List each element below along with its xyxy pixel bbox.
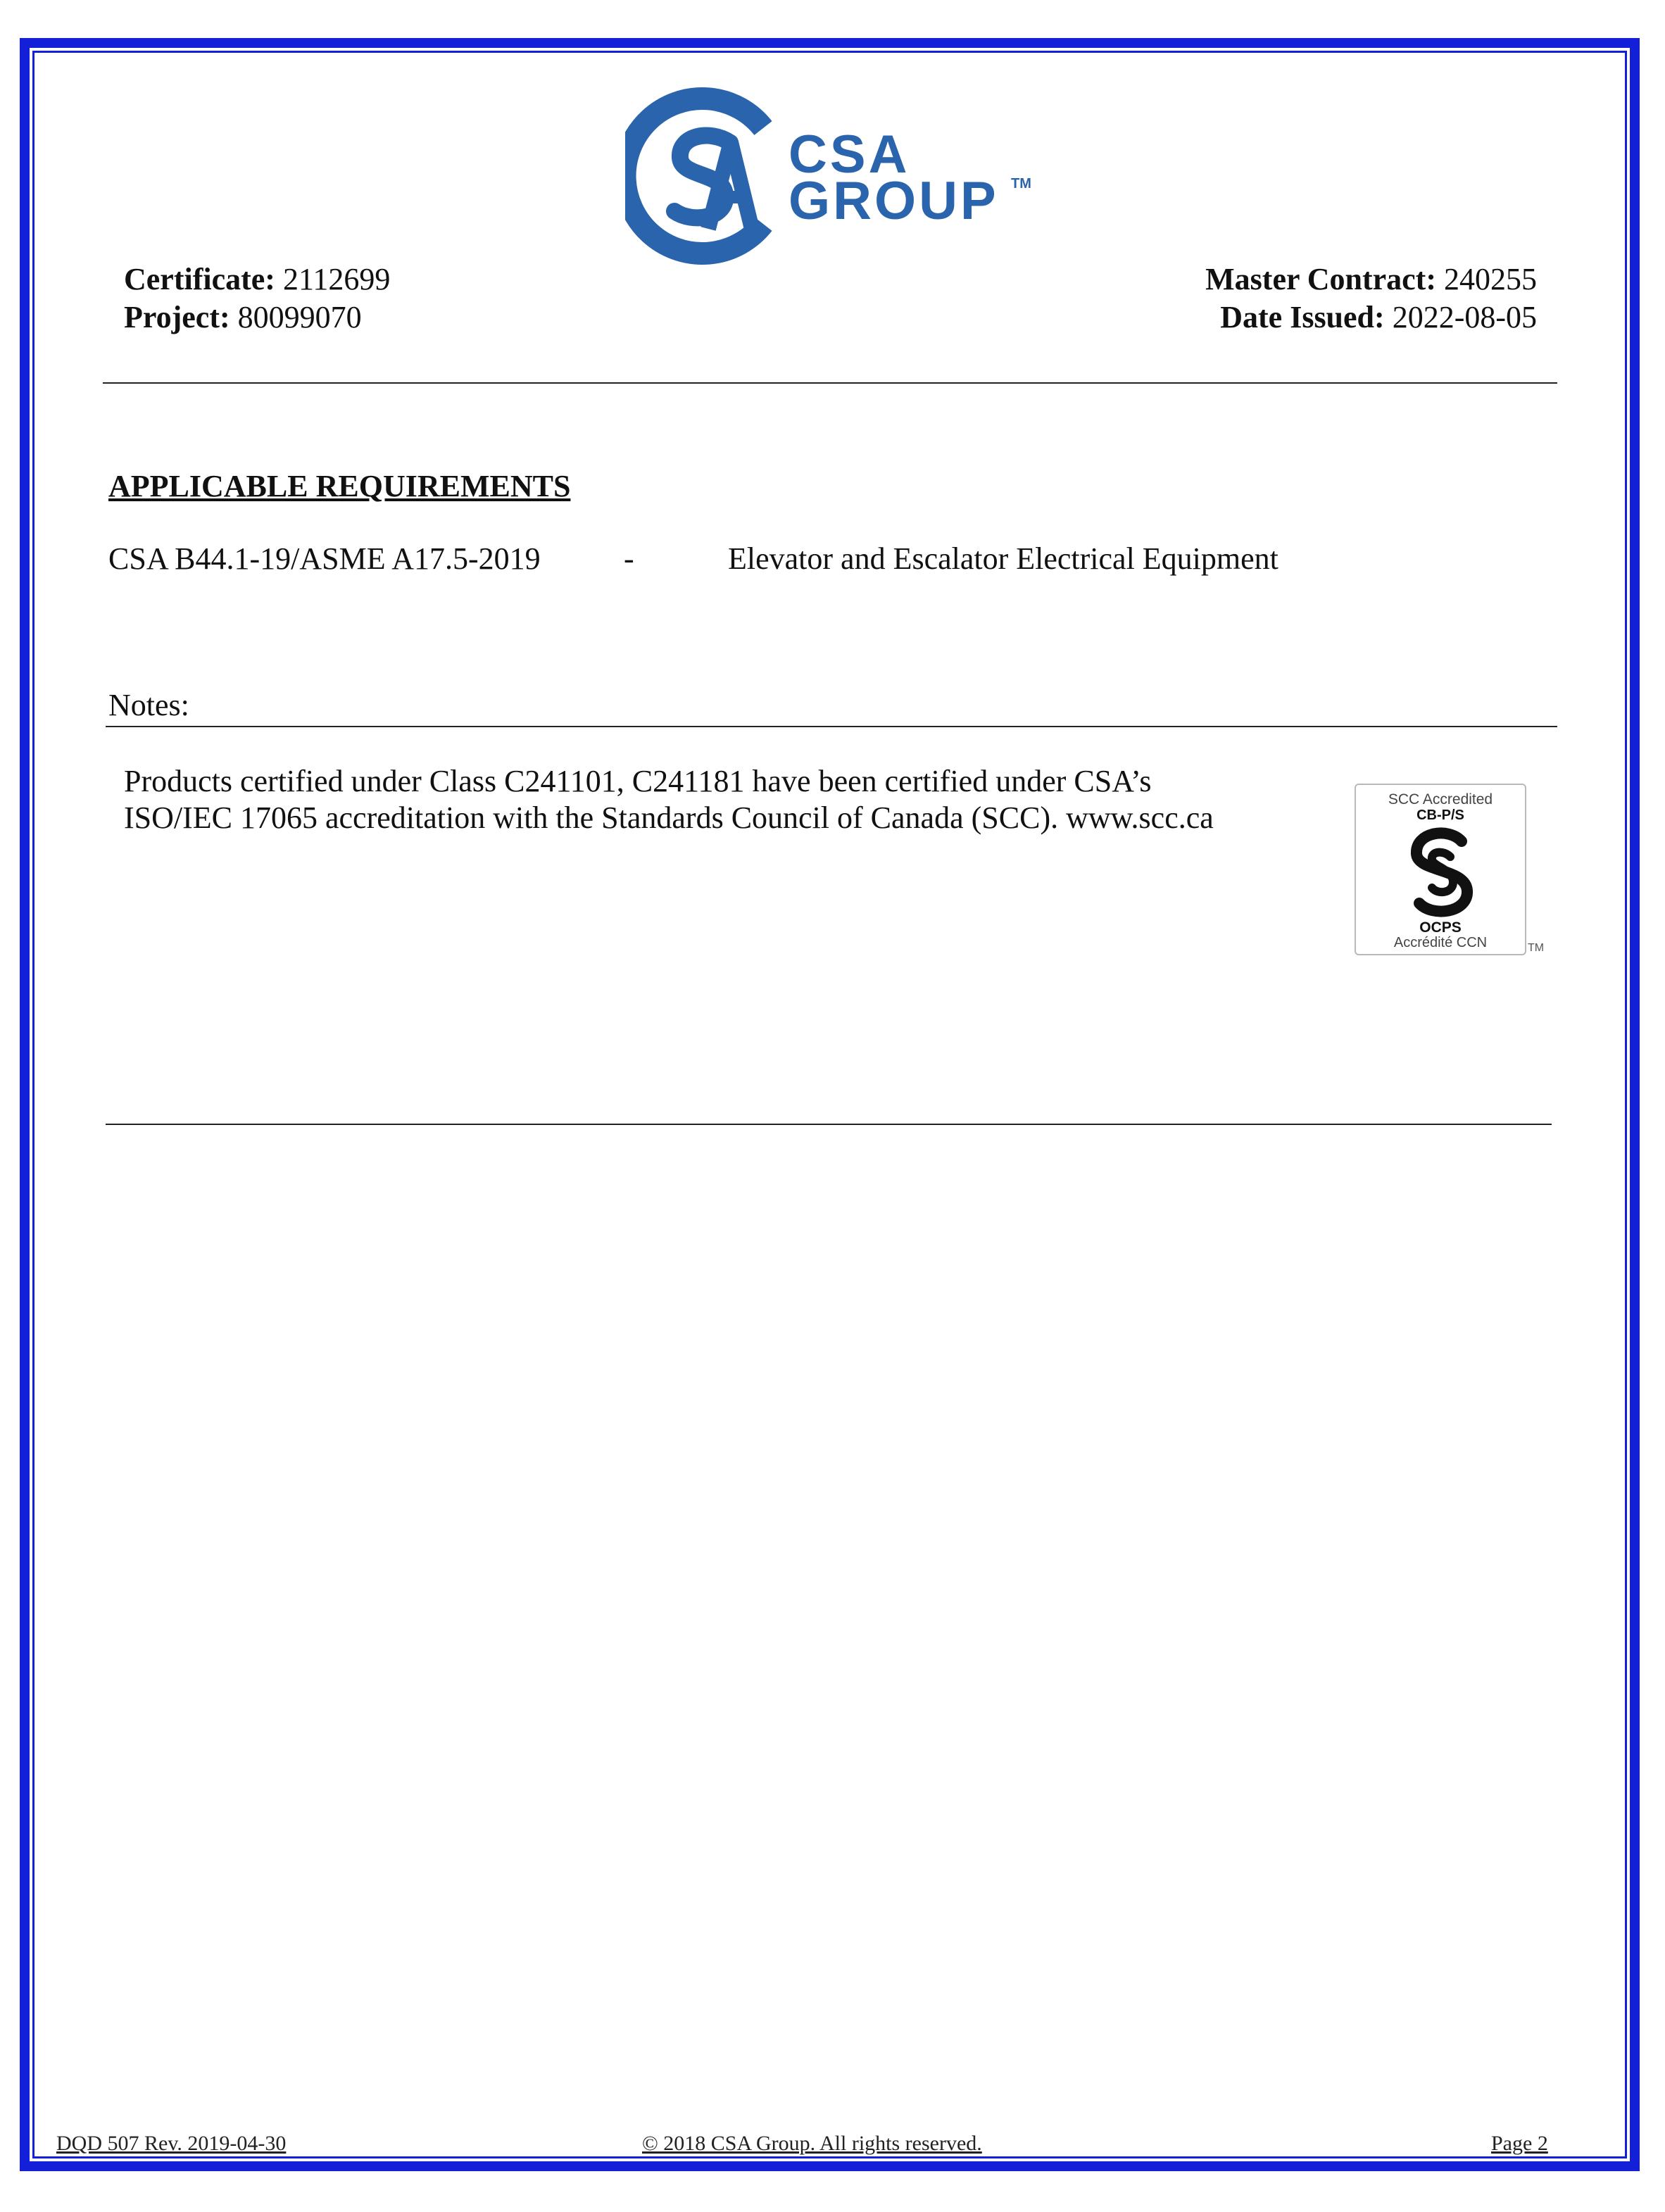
project-label: Project: xyxy=(124,300,230,334)
certificate-label: Certificate: xyxy=(124,262,275,296)
header-divider xyxy=(103,382,1557,384)
logo-trademark: TM xyxy=(1011,176,1031,191)
scc-trademark: TM xyxy=(1528,942,1545,954)
scc-badge-top-text: SCC Accredited xyxy=(1388,791,1493,807)
page-border-inner xyxy=(32,51,1627,2158)
note-line-1: Products certified under Class C241101, C241181 have been certified under CSA’s xyxy=(124,764,1152,798)
notes-bottom-divider xyxy=(106,1124,1552,1125)
date-issued-label: Date Issued: xyxy=(1220,300,1385,334)
logo-text-group: GROUP xyxy=(788,171,999,231)
applicable-requirements-heading: APPLICABLE REQUIREMENTS xyxy=(108,469,571,503)
requirement-standard: CSA B44.1-19/ASME A17.5-2019 xyxy=(108,541,541,576)
scc-badge-bottom-code: OCPS xyxy=(1419,919,1462,936)
footer-copyright: © 2018 CSA Group. All rights reserved. xyxy=(642,2132,982,2155)
csa-emblem-icon xyxy=(625,84,788,268)
csa-group-logo xyxy=(625,84,1048,268)
master-contract-value: 240255 xyxy=(1444,262,1537,296)
master-contract-field xyxy=(1205,260,1537,299)
certificate-value: 2112699 xyxy=(282,262,391,296)
project-value: 80099070 xyxy=(237,300,362,334)
date-issued-field xyxy=(1220,299,1537,337)
scc-accredited-badge xyxy=(1355,784,1526,955)
scc-s-mark-icon xyxy=(1400,826,1484,917)
master-contract-label: Master Contract: xyxy=(1205,262,1436,296)
notes-label: Notes: xyxy=(108,688,189,722)
certificate-field xyxy=(124,260,390,299)
scc-badge-bottom-text: Accrédité CCN xyxy=(1393,935,1488,950)
logo-text-csa: CSA xyxy=(788,125,910,184)
requirement-separator: - xyxy=(624,541,634,576)
project-field xyxy=(124,299,362,337)
requirement-description: Elevator and Escalator Electrical Equipment xyxy=(728,541,1278,576)
notes-divider xyxy=(106,726,1557,727)
note-line-2: ISO/IEC 17065 accreditation with the Standards Council of Canada (SCC). www.scc.ca xyxy=(124,800,1214,835)
date-issued-value: 2022-08-05 xyxy=(1392,300,1537,334)
scc-badge-top-code: CB-P/S xyxy=(1416,807,1464,823)
footer-page-number: Page 2 xyxy=(1491,2132,1548,2155)
footer-document-code: DQD 507 Rev. 2019-04-30 xyxy=(56,2132,287,2155)
